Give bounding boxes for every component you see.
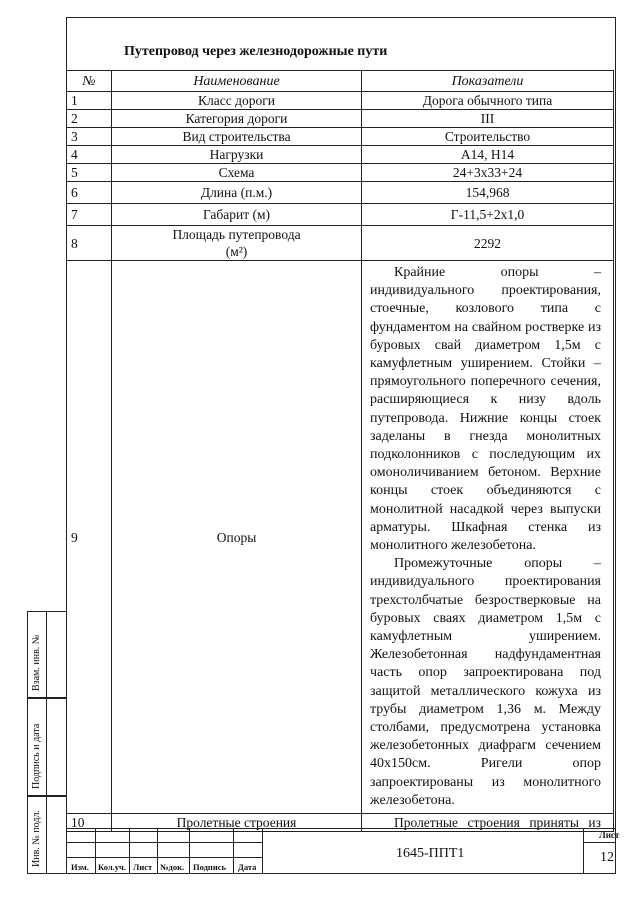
header-value: Показатели xyxy=(362,71,614,92)
col-label-count: Кол.уч. xyxy=(98,862,126,872)
col-label-date: Дата xyxy=(238,862,257,872)
header-number: № xyxy=(67,71,112,92)
row-value: Г-11,5+2х1,0 xyxy=(362,204,614,226)
row-number: 5 xyxy=(67,164,112,182)
table-row xyxy=(67,164,614,182)
table-row xyxy=(67,92,614,110)
sheet-label: Лист xyxy=(599,830,620,840)
row-number: 3 xyxy=(67,128,112,146)
row-number: 2 xyxy=(67,110,112,128)
row-number: 9 xyxy=(67,261,112,814)
row-number: 6 xyxy=(67,182,112,204)
row-value: Строительство xyxy=(362,128,614,146)
row-number: 8 xyxy=(67,226,112,261)
col-label-sheet: Лист xyxy=(133,862,153,872)
description-paragraph: Промежуточные опоры – индивидуального проектирования трехстолбчатые безростверковые на буровых сваях диаметром 1,5м с камуфлетным уширением. Железобетонная надфундаментная часть опор запроектирована под защитой металлического кожуха из трубы диаметром 1,36 м. Между столбами, предусмотрена установка железобетонных диафрагм сечением 40х150см. Ригели опор запроектированы из монолитного железобетона. xyxy=(370,556,601,808)
row-name: Длина (п.м.) xyxy=(112,182,362,204)
title-block xyxy=(66,828,620,874)
row-name: Класс дороги xyxy=(112,92,362,110)
row-number: 1 xyxy=(67,92,112,110)
side-stamp-signature xyxy=(27,698,67,796)
row-number: 7 xyxy=(67,204,112,226)
table-row xyxy=(67,226,614,261)
row-value: Дорога обычного типа xyxy=(362,92,614,110)
header-name: Наименование xyxy=(112,71,362,92)
table-row xyxy=(67,110,614,128)
table-row xyxy=(67,182,614,204)
row-value: А14, Н14 xyxy=(362,146,614,164)
side-stamp-replace xyxy=(27,611,67,698)
row-value: 24+3х33+24 xyxy=(362,164,614,182)
row-value: 154,968 xyxy=(362,182,614,204)
table-row xyxy=(67,261,614,814)
row-name: Нагрузки xyxy=(112,146,362,164)
row-value: Пролетные строения приняты из xyxy=(362,814,614,832)
description-paragraph: Крайние опоры – индивидуального проектирования, стоечные, козлового типа с фундаментом на свайном ростверке из буровых свай диаметром 1,5м с камуфлетным уширением. Стойки – прямоугольного поперечного сечения, расширяющиеся к низу вдоль путепровода. Нижние концы стоек заделаны в гнезда монолитных подколонников с последующим их омоноличиванием бетоном. Верхние концы стоек объединяются с монолитной насадкой через выпуски арматуры. Шкафная стенка из монолитного железобетона. xyxy=(370,265,601,554)
col-label-docno: №док. xyxy=(160,862,185,872)
row-name: Опоры xyxy=(112,261,362,814)
side-stamp-original xyxy=(27,796,67,874)
row-name: Габарит (м) xyxy=(112,204,362,226)
col-label-signature: Подпись xyxy=(193,862,226,872)
row-value: 2292 xyxy=(362,226,614,261)
row-number: 10 xyxy=(67,814,112,832)
table-row xyxy=(67,204,614,226)
sheet-number: 12 xyxy=(600,850,614,865)
row-number: 4 xyxy=(67,146,112,164)
row-value-description xyxy=(362,261,614,814)
row-name: Категория дороги xyxy=(112,110,362,128)
row-name: Пролетные строения xyxy=(112,814,362,832)
row-name: Схема xyxy=(112,164,362,182)
row-name: Площадь путепровода (м²) xyxy=(112,226,362,261)
row-name: Вид строительства xyxy=(112,128,362,146)
document-title: Путепровод через железнодорожные пути xyxy=(124,44,388,59)
table-header-row xyxy=(67,71,614,92)
table-row xyxy=(67,128,614,146)
col-label-change: Изм. xyxy=(71,862,89,872)
side-label-replace-inv: Взам. инв. № xyxy=(31,634,42,691)
side-label-signature-date: Подпись и дата xyxy=(31,723,42,789)
table-row xyxy=(67,146,614,164)
specification-table xyxy=(66,70,614,832)
side-label-original-inv: Инв. № подл. xyxy=(31,810,42,867)
row-value: III xyxy=(362,110,614,128)
document-code: 1645-ППТ1 xyxy=(396,846,465,861)
